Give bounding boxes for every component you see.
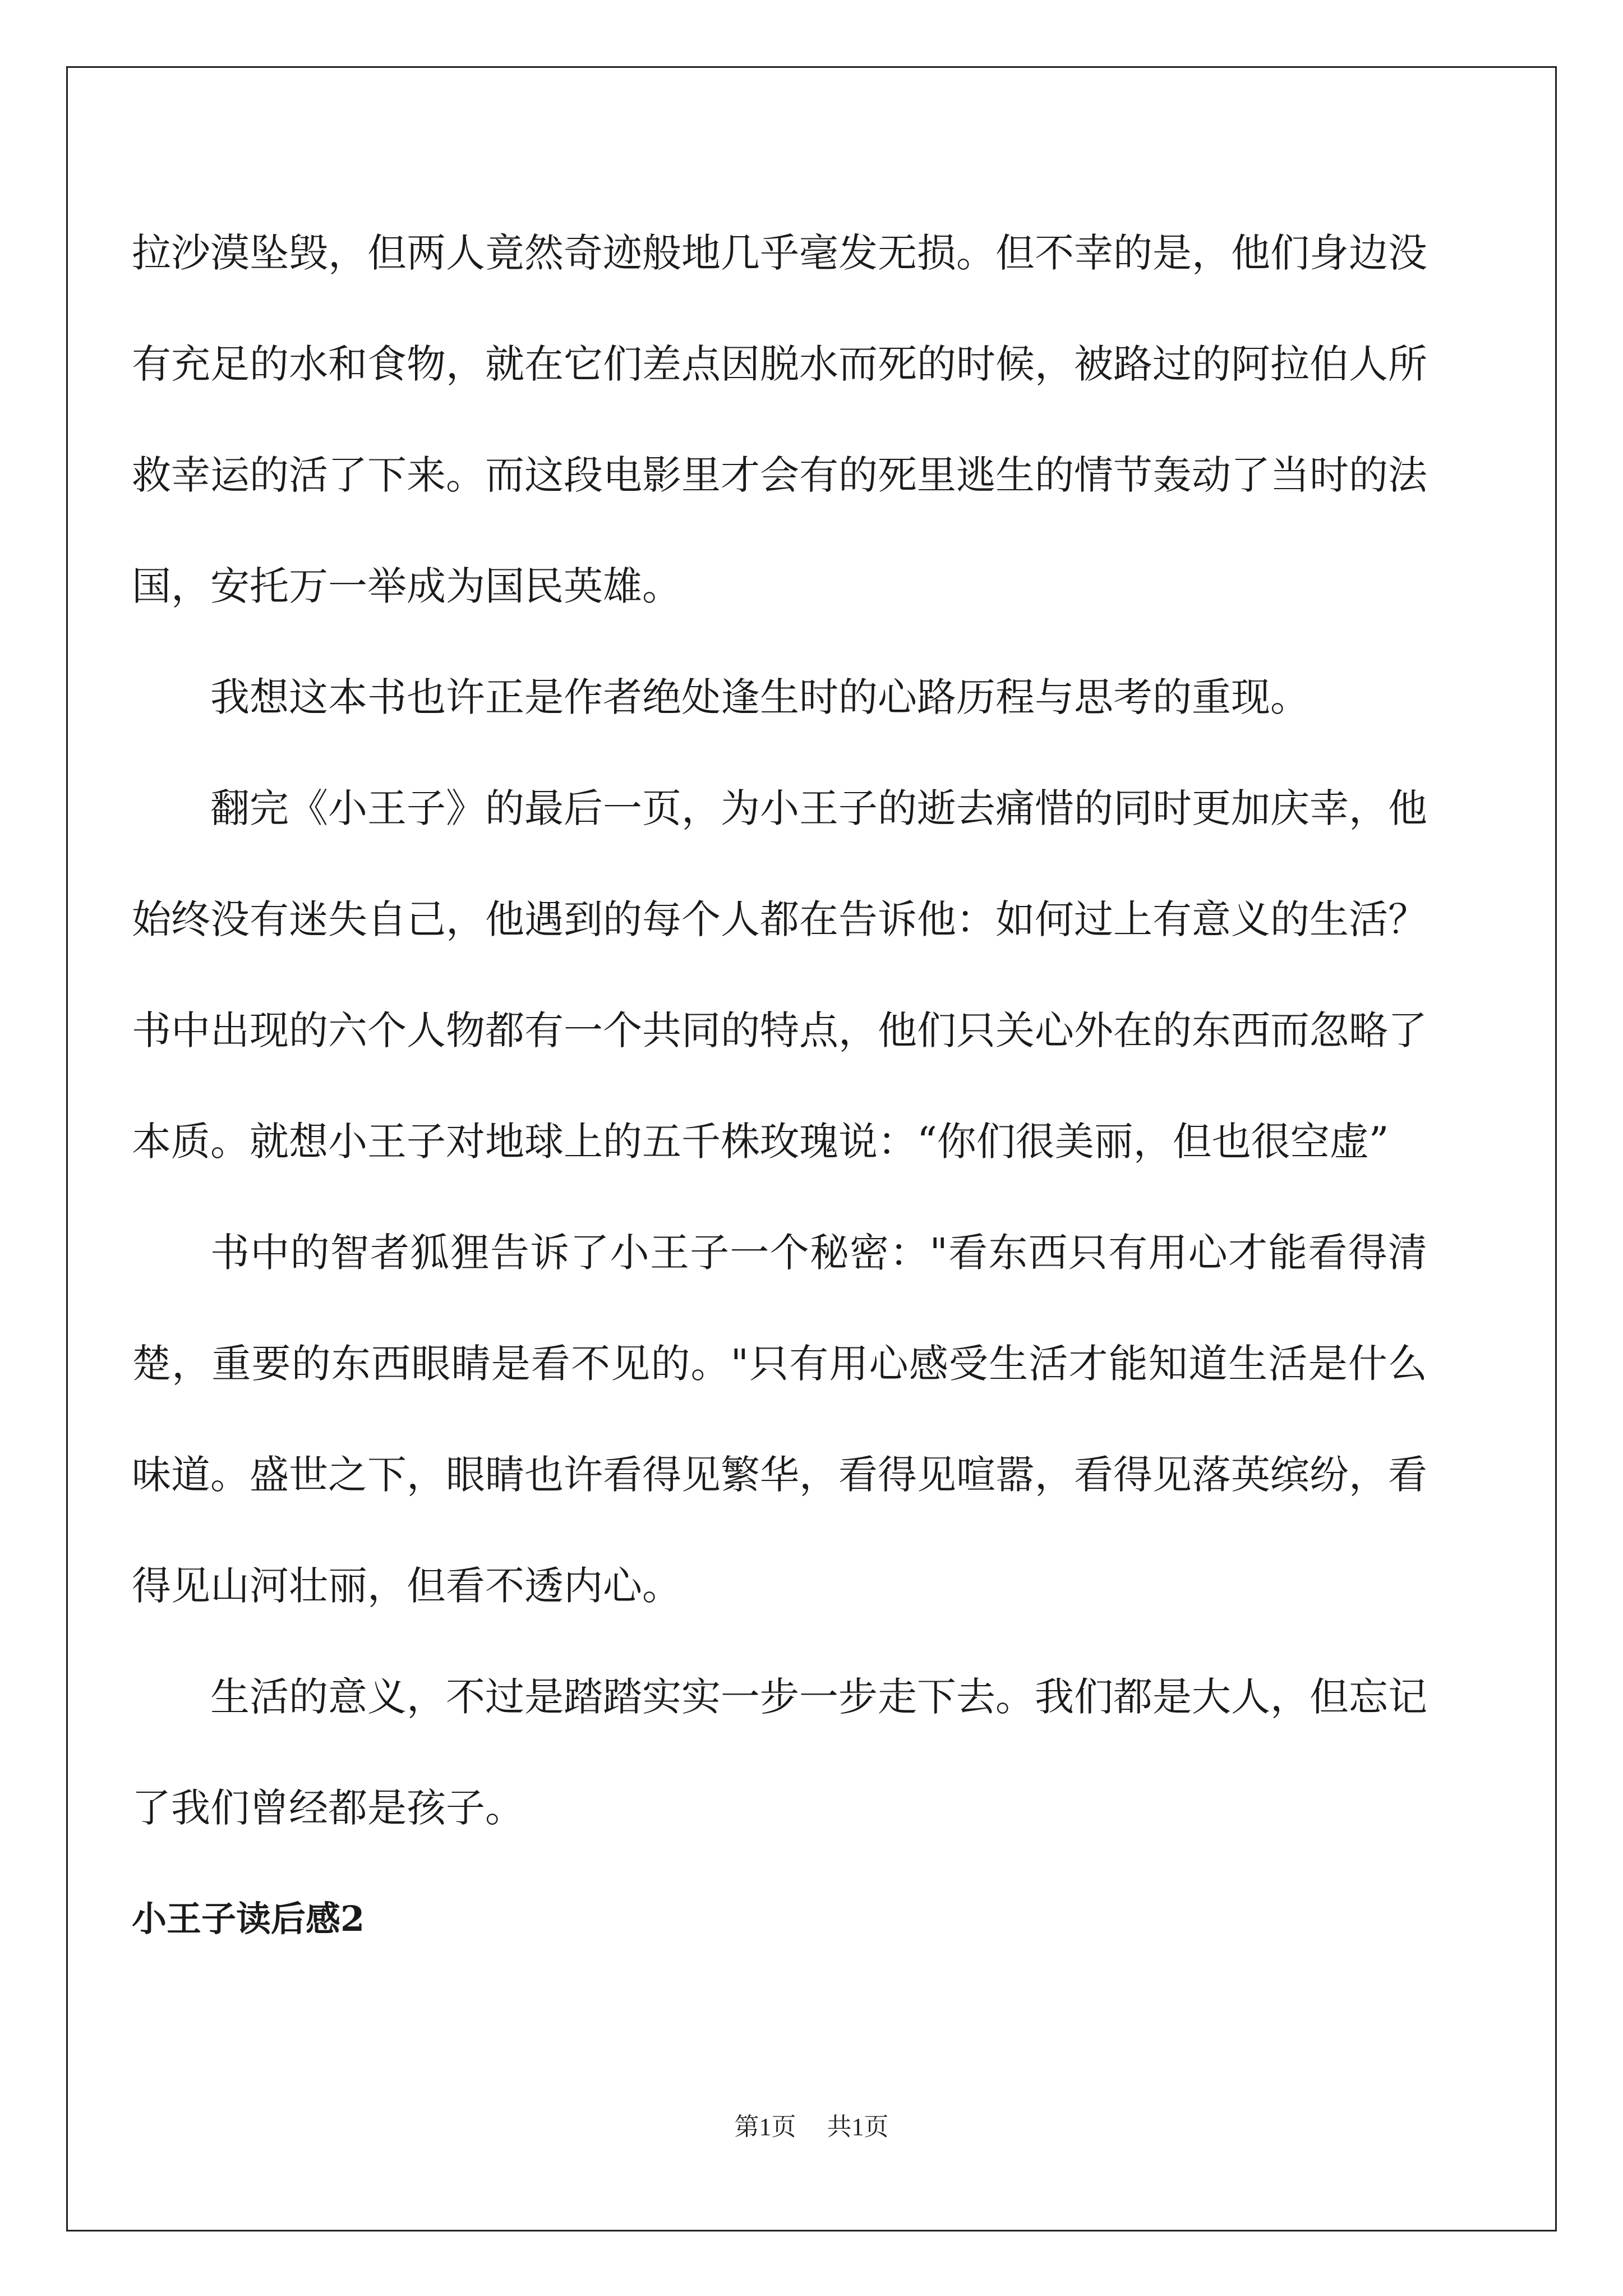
page-total: 共1页 bbox=[827, 2113, 889, 2141]
paragraph-3: 翻完《小王子》的最后一页，为小王子的逝去痛惜的同时更加庆幸，他始终没有迷失自己，他遇到的每个人都在告诉他：如何过上有意义的生活？书中出现的六个人物都有一个共同的特点，他们只关心外在的东西而忽略了本质。就想小王子对地球上的五千株玫瑰说：“你们很美丽，但也很空虚” bbox=[132, 785, 1427, 1165]
page-footer bbox=[0, 2106, 1623, 2142]
paragraph-4: 书中的智者狐狸告诉了小王子一个秘密："看东西只有用心才能看得清楚，重要的东西眼睛是看不见的。"只有用心感受生活才能知道生活是什么味道。盛世之下，眼睛也许看得见繁华，看得见喧嚣，看得见落英缤纷，看得见山河壮丽，但看不透内心。 bbox=[132, 1230, 1427, 1609]
paragraph-1: 拉沙漠坠毁，但两人竟然奇迹般地几乎毫发无损。但不幸的是，他们身边没有充足的水和食物，就在它们差点因脱水而死的时候，被路过的阿拉伯人所救幸运的活了下来。而这段电影里才会有的死里逃生的情节轰动了当时的法国，安托万一举成为国民英雄。 bbox=[132, 230, 1427, 609]
section-heading: 小王子读后感2 bbox=[132, 1898, 365, 1939]
document-body bbox=[132, 197, 1427, 1975]
page-number: 第1页 bbox=[734, 2113, 796, 2141]
paragraph-5: 生活的意义，不过是踏踏实实一步一步走下去。我们都是大人，但忘记了我们曾经都是孩子。 bbox=[132, 1674, 1427, 1831]
paragraph-2: 我想这本书也许正是作者绝处逢生时的心路历程与思考的重现。 bbox=[210, 674, 1310, 720]
